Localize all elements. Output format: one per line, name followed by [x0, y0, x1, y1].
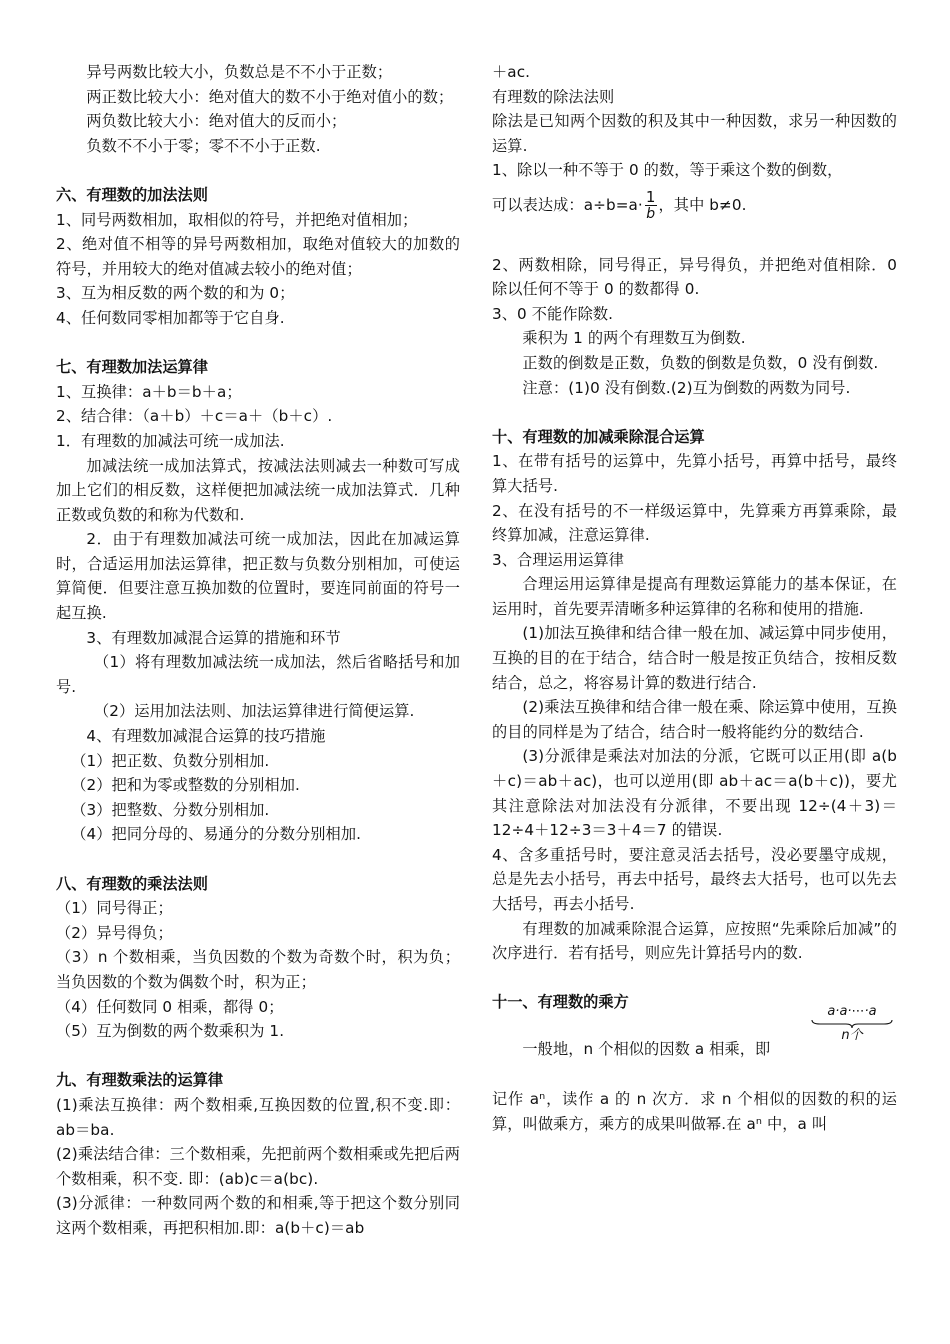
- section-heading: 六、有理数的加法法则: [56, 185, 208, 204]
- paragraph: (2)乘法互换律和结合律一般在乘、除运算中使用，互换的目的同样是为了结合，结合时一般将能约分的数结合.: [492, 698, 897, 741]
- paragraph: 1、在带有括号的运算中，先算小括号，再算中括号，最终算大括号.: [492, 452, 897, 495]
- paragraph: 4、任何数同零相加都等于它自身.: [56, 308, 285, 327]
- left-column: [56, 60, 460, 1241]
- paragraph: 有理数的加减乘除混合运算，应按照“先乘除后加减”的次序进行．若有括号，则应先计算括号内的数.: [492, 919, 897, 963]
- spacer: [492, 228, 897, 253]
- paragraph: 3、互为相反数的两个数的和为 0；: [56, 284, 295, 303]
- paragraph: ＋ac.: [492, 63, 531, 81]
- paragraph: 异号两数比较大小，负数总是不不小于正数；: [86, 63, 393, 81]
- paragraph: （2）把和为零或整数的分别相加.: [71, 776, 300, 795]
- paragraph: 1．有理数的加减法可统一成加法.: [56, 431, 285, 450]
- formula-text: 可以表达成：a÷b=a·: [492, 195, 643, 214]
- paragraph: （1）将有理数加减法统一成加法，然后省略括号和加号.: [56, 653, 460, 696]
- section-heading: 九、有理数乘法的运算律: [56, 1071, 224, 1090]
- paragraph: 3、0 不能作除数.: [492, 304, 614, 323]
- paragraph: 3、有理数加减混合运算的措施和环节: [86, 628, 341, 647]
- section-heading: 八、有理数的乘法法则: [56, 874, 208, 893]
- paragraph: 2．由于有理数加减法可统一成加法，因此在加减运算时，合适运用加法运算律，把正数与负数分别相加，可使运算简便．但要注意互换加数的位置时，要连同前面的符号一起互换.: [56, 530, 460, 623]
- paragraph: 2、绝对值不相等的异号两数相加，取绝对值较大的加数的符号，并用较大的绝对值减去较小的绝对值；: [56, 235, 460, 278]
- formula-text: ，其中 b≠0.: [658, 195, 747, 214]
- paragraph: 记作 aⁿ，读作 a 的 n 次方．求 n 个相似的因数的积的运算，叫做乘方，乘方的成果叫做幂.在 aⁿ 中，a 叫: [492, 1089, 897, 1133]
- spacer: [492, 966, 897, 991]
- paragraph: (1)乘法互换律：两个数相乘,互换因数的位置,积不变.即：ab＝ba.: [56, 1095, 460, 1139]
- fraction-numerator: 1: [645, 187, 656, 206]
- fraction: [645, 189, 657, 222]
- paragraph: 除法是已知两个因数的积及其中一种因数，求另一种因数的运算.: [492, 112, 897, 155]
- underbrace-bottom: n个: [841, 1027, 863, 1043]
- paragraph: （3）n 个数相乘，当负因数的个数为奇数个时，积为负；当负因数的个数为偶数个时，积为正；: [56, 948, 460, 991]
- right-column: [492, 60, 897, 1136]
- spacer: [56, 847, 460, 872]
- spacer: [56, 331, 460, 356]
- spacer: [492, 1067, 897, 1087]
- section-heading: 十一、有理数的乘方: [492, 993, 629, 1012]
- paragraph: （5）互为倒数的两个数乘积为 1.: [56, 1022, 285, 1041]
- formula-line: [492, 189, 897, 222]
- paragraph: 注意：(1)0 没有倒数.(2)互为倒数的两数为同号.: [522, 378, 851, 397]
- paragraph: （4）任何数同 0 相乘，都得 0；: [56, 997, 284, 1016]
- paragraph: 1、同号两数相加，取相似的符号，并把绝对值相加；: [56, 210, 418, 229]
- paragraph: 负数不不小于零；零不不小于正数.: [86, 136, 321, 155]
- paragraph: 4、有理数加减混合运算的技巧措施: [86, 727, 326, 746]
- paragraph: 正数的倒数是正数，负数的倒数是负数，0 没有倒数.: [522, 353, 879, 372]
- paragraph: 2、两数相除，同号得正，异号得负，并把绝对值相除．0 除以任何不等于 0 的数都得 0.: [492, 255, 897, 299]
- spacer: [492, 400, 897, 425]
- paragraph: 一般地，n 个相似的因数 a 相乘，即: [522, 1039, 771, 1058]
- paragraph: 加减法统一成加法算式，按减法法则减去一种数可写成加上它们的相反数，这样便把加减法统一成加法算式．几种正数或负数的和称为代数和.: [56, 456, 460, 524]
- paragraph: (3)分派律：一种数同两个数的和相乘,等于把这个数分别同这两个数相乘，再把积相加.即：a(b＋c)＝ab: [56, 1194, 460, 1237]
- paragraph: (1)加法互换律和结合律一般在加、减运算中同步使用，互换的目的在于结合，结合时一般是按正负结合，按相反数结合，总之，将容易计算的数进行结合.: [492, 624, 897, 692]
- spacer: [56, 1044, 460, 1069]
- paragraph: 乘积为 1 的两个有理数互为倒数.: [522, 329, 746, 348]
- paragraph: 合理运用运算律是提高有理数运算能力的基本保证，在运用时，首先要弄清晰多种运算律的名称和使用的措施.: [492, 575, 897, 618]
- fraction-denominator: b: [646, 205, 656, 222]
- section-heading: 十、有理数的加减乘除混合运算: [492, 427, 705, 446]
- paragraph: （1）把正数、负数分别相加.: [71, 751, 270, 770]
- paragraph: （1）同号得正；: [56, 899, 173, 918]
- paragraph: 4、含多重括号时，要注意灵活去括号，没必要墨守成规，总是先去小括号，再去中括号，最终去大括号，也可以先去大括号，再去小括号.: [492, 845, 897, 913]
- paragraph: 1、互换律：a＋b＝b＋a；: [56, 382, 242, 401]
- paragraph: 2、结合律：（a＋b）＋c＝a＋（b＋c）.: [56, 407, 333, 426]
- paragraph: 两负数比较大小：绝对值大的反而小；: [86, 112, 347, 131]
- paragraph: 1、除以一种不等于 0 的数，等于乘这个数的倒数，: [492, 161, 843, 180]
- paragraph: 有理数的除法法则: [492, 87, 615, 106]
- paragraph: （3）把整数、分数分别相加.: [71, 800, 270, 819]
- paragraph: （2）异号得负；: [56, 923, 173, 942]
- underbrace-top: a·a·⋯·a: [827, 1003, 877, 1019]
- section-heading: 七、有理数加法运算律: [56, 358, 208, 377]
- spacer: [56, 158, 460, 183]
- paragraph: 3、合理运用运算律: [492, 550, 625, 569]
- paragraph: 2、在没有括号的不一样级运算中，先算乘方再算乘除，最终算加减，注意运算律.: [492, 501, 897, 545]
- paragraph: (3)分派律是乘法对加法的分派，它既可以正用(即 a(b＋c)＝ab＋ac)，也可以逆用(即 ab＋ac＝a(b＋c))，要尤其注意除法对加法没有分派律，不要出现 12÷(4＋3)＝12÷4＋12÷3＝3＋4＝7 的错误.: [492, 747, 897, 840]
- paragraph: （2）运用加法法则、加法运算律进行简便运算.: [94, 702, 415, 721]
- paragraph: （4）把同分母的、易通分的分数分别相加.: [71, 825, 362, 844]
- power-definition-line: [492, 1003, 897, 1067]
- paragraph: 两正数比较大小：绝对值大的数不小于绝对值小的数；: [86, 87, 454, 106]
- paragraph: (2)乘法结合律：三个数相乘，先把前两个数相乘或先把后两个数相乘，积不变. 即：(ab)c＝a(bc).: [56, 1145, 461, 1188]
- underbrace-figure: [807, 1005, 897, 1043]
